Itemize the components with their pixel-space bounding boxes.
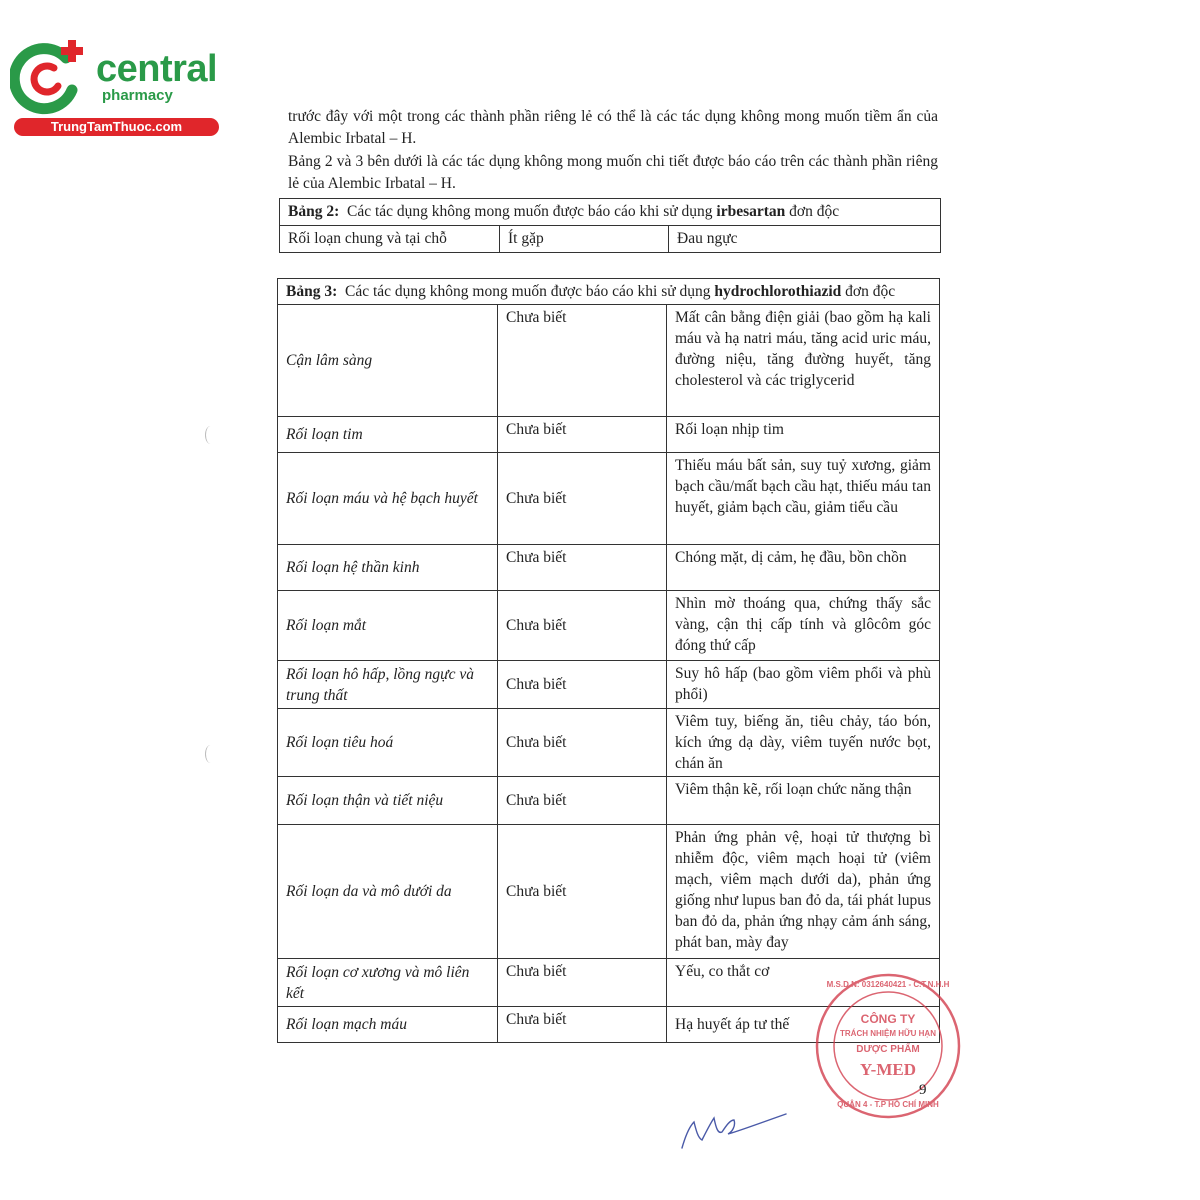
table-cell-category: Rối loạn tiêu hoá <box>278 709 498 777</box>
tables-intro-paragraph: Bảng 2 và 3 bên dưới là các tác dụng không mong muốn chi tiết được báo cáo trên các thành phần riêng lẻ của Alembic Irbatal – H. <box>288 153 938 192</box>
table-row <box>278 305 940 417</box>
table-cell-frequency: Chưa biết <box>498 417 667 453</box>
table-3-drug: hydrochlorothiazid <box>714 283 842 300</box>
stamp-line-2: TRÁCH NHIỆM HỮU HẠN <box>840 1029 936 1038</box>
table-cell-effect: Mất cân bằng điện giải (bao gồm hạ kali máu và hạ natri máu, tăng acid uric máu, đường niệu, tăng đường huyết, tăng cholesterol và các triglycerid <box>667 305 940 417</box>
table-cell-frequency: Chưa biết <box>498 453 667 545</box>
stamp-line-4: Y-MED <box>859 1060 917 1079</box>
table-cell-category: Rối loạn cơ xương và mô liên kết <box>278 959 498 1007</box>
table-cell-category: Rối loạn tim <box>278 417 498 453</box>
table-cell-category: Rối loạn mạch máu <box>278 1007 498 1043</box>
table-cell-category: Cận lâm sàng <box>278 305 498 417</box>
table-cell-effect: Viêm tuy, biếng ăn, tiêu chảy, táo bón, kích ứng dạ dày, viêm tuyến nước bọt, chán ăn <box>667 709 940 777</box>
central-pharmacy-logo <box>10 38 220 138</box>
binder-hole <box>205 426 216 444</box>
table-3-suffix: đơn độc <box>845 283 896 300</box>
table-row <box>278 417 940 453</box>
table-cell-frequency: Chưa biết <box>498 661 667 709</box>
table-cell-effect: Rối loạn nhịp tim <box>667 417 940 453</box>
stamp-ring-text: M.S.D.N: 0312640421 - C.T.N.H.H <box>826 980 950 989</box>
table-3-label: Bảng 3: <box>286 283 338 300</box>
table-cell-category: Rối loạn máu và hệ bạch huyết <box>278 453 498 545</box>
pharmacy-cross-logo-icon <box>10 38 96 118</box>
table-2-caption <box>280 199 941 226</box>
table-row <box>278 661 940 709</box>
table-cell-category: Rối loạn hệ thần kinh <box>278 545 498 591</box>
table-cell-effect: Thiếu máu bất sản, suy tuỷ xương, giảm bạch cầu/mất bạch cầu hạt, thiếu máu tan huyết, giảm bạch cầu, giảm tiểu cầu <box>667 453 940 545</box>
table-row <box>278 825 940 959</box>
table-cell-frequency: Chưa biết <box>498 1007 667 1043</box>
table-row <box>280 226 941 253</box>
table-row <box>278 453 940 545</box>
table-cell-frequency: Chưa biết <box>498 825 667 959</box>
table-cell-category: Rối loạn thận và tiết niệu <box>278 777 498 825</box>
handwritten-signature-icon <box>676 1104 796 1154</box>
table-cell-effect: Phản ứng phản vệ, hoại tử thượng bì nhiễm độc, viêm mạch hoại tử (viêm mạch, viêm mạch dưới da), phản ứng giống như lupus ban đỏ da, tái phát lupus ban đỏ da, phản ứng nhạy cảm ánh sáng, phát ban, mày đay <box>667 825 940 959</box>
page-number: 9 <box>919 1082 927 1098</box>
table-cell-effect: Chóng mặt, dị cảm, hẹ đầu, bồn chồn <box>667 545 940 591</box>
intro-paragraph: trước đây với một trong các thành phần riêng lẻ có thể là các tác dụng không mong muốn tiềm ẩn của Alembic Irbatal – H. <box>288 108 938 147</box>
table-row <box>278 777 940 825</box>
table-row <box>278 591 940 661</box>
table-cell-frequency: Ít gặp <box>500 226 669 253</box>
table-2-label: Bảng 2: <box>288 203 340 220</box>
table-cell-category: Rối loạn hô hấp, lồng ngực và trung thất <box>278 661 498 709</box>
table-2-irbesartan <box>279 198 941 253</box>
table-cell-effect: Đau ngực <box>669 226 941 253</box>
table-cell-frequency: Chưa biết <box>498 777 667 825</box>
table-cell-effect: Suy hô hấp (bao gồm viêm phổi và phù phổi) <box>667 661 940 709</box>
logo-website: TrungTamThuoc.com <box>14 118 219 136</box>
table-cell-effect: Nhìn mờ thoáng qua, chứng thấy sắc vàng, cận thị cấp tính và glôcôm góc đóng thứ cấp <box>667 591 940 661</box>
table-row <box>278 709 940 777</box>
table-row <box>278 545 940 591</box>
table-2-caption-text: Các tác dụng không mong muốn được báo cáo khi sử dụng <box>347 203 713 220</box>
binder-hole <box>205 745 216 763</box>
stamp-ring-bottom: QUẬN 4 - T.P HỒ CHÍ MINH <box>837 1100 939 1109</box>
table-3-caption <box>278 279 940 305</box>
stamp-line-1: CÔNG TY <box>860 1012 916 1026</box>
table-cell-effect: Viêm thận kẽ, rối loạn chức năng thận <box>667 777 940 825</box>
table-2-suffix: đơn độc <box>789 203 840 220</box>
table-3-caption-text: Các tác dụng không mong muốn được báo cáo khi sử dụng <box>345 283 711 300</box>
company-stamp <box>812 972 964 1120</box>
table-cell-frequency: Chưa biết <box>498 305 667 417</box>
logo-name: central <box>96 48 218 90</box>
logo-subtitle: pharmacy <box>102 87 173 104</box>
table-cell-category: Rối loạn da và mô dưới da <box>278 825 498 959</box>
table-3-hydrochlorothiazid <box>277 278 940 1043</box>
table-cell-effect: Hạ huyết áp tư thế <box>667 1007 940 1043</box>
table-cell-category: Rối loạn mắt <box>278 591 498 661</box>
table-cell-effect: Yếu, co thắt cơ <box>667 959 940 1007</box>
table-cell-frequency: Chưa biết <box>498 591 667 661</box>
table-cell-category: Rối loạn chung và tại chỗ <box>280 226 500 253</box>
table-cell-frequency: Chưa biết <box>498 959 667 1007</box>
table-cell-frequency: Chưa biết <box>498 709 667 777</box>
stamp-line-3: DƯỢC PHẨM <box>856 1044 920 1055</box>
table-cell-frequency: Chưa biết <box>498 545 667 591</box>
table-2-drug: irbesartan <box>716 203 786 220</box>
